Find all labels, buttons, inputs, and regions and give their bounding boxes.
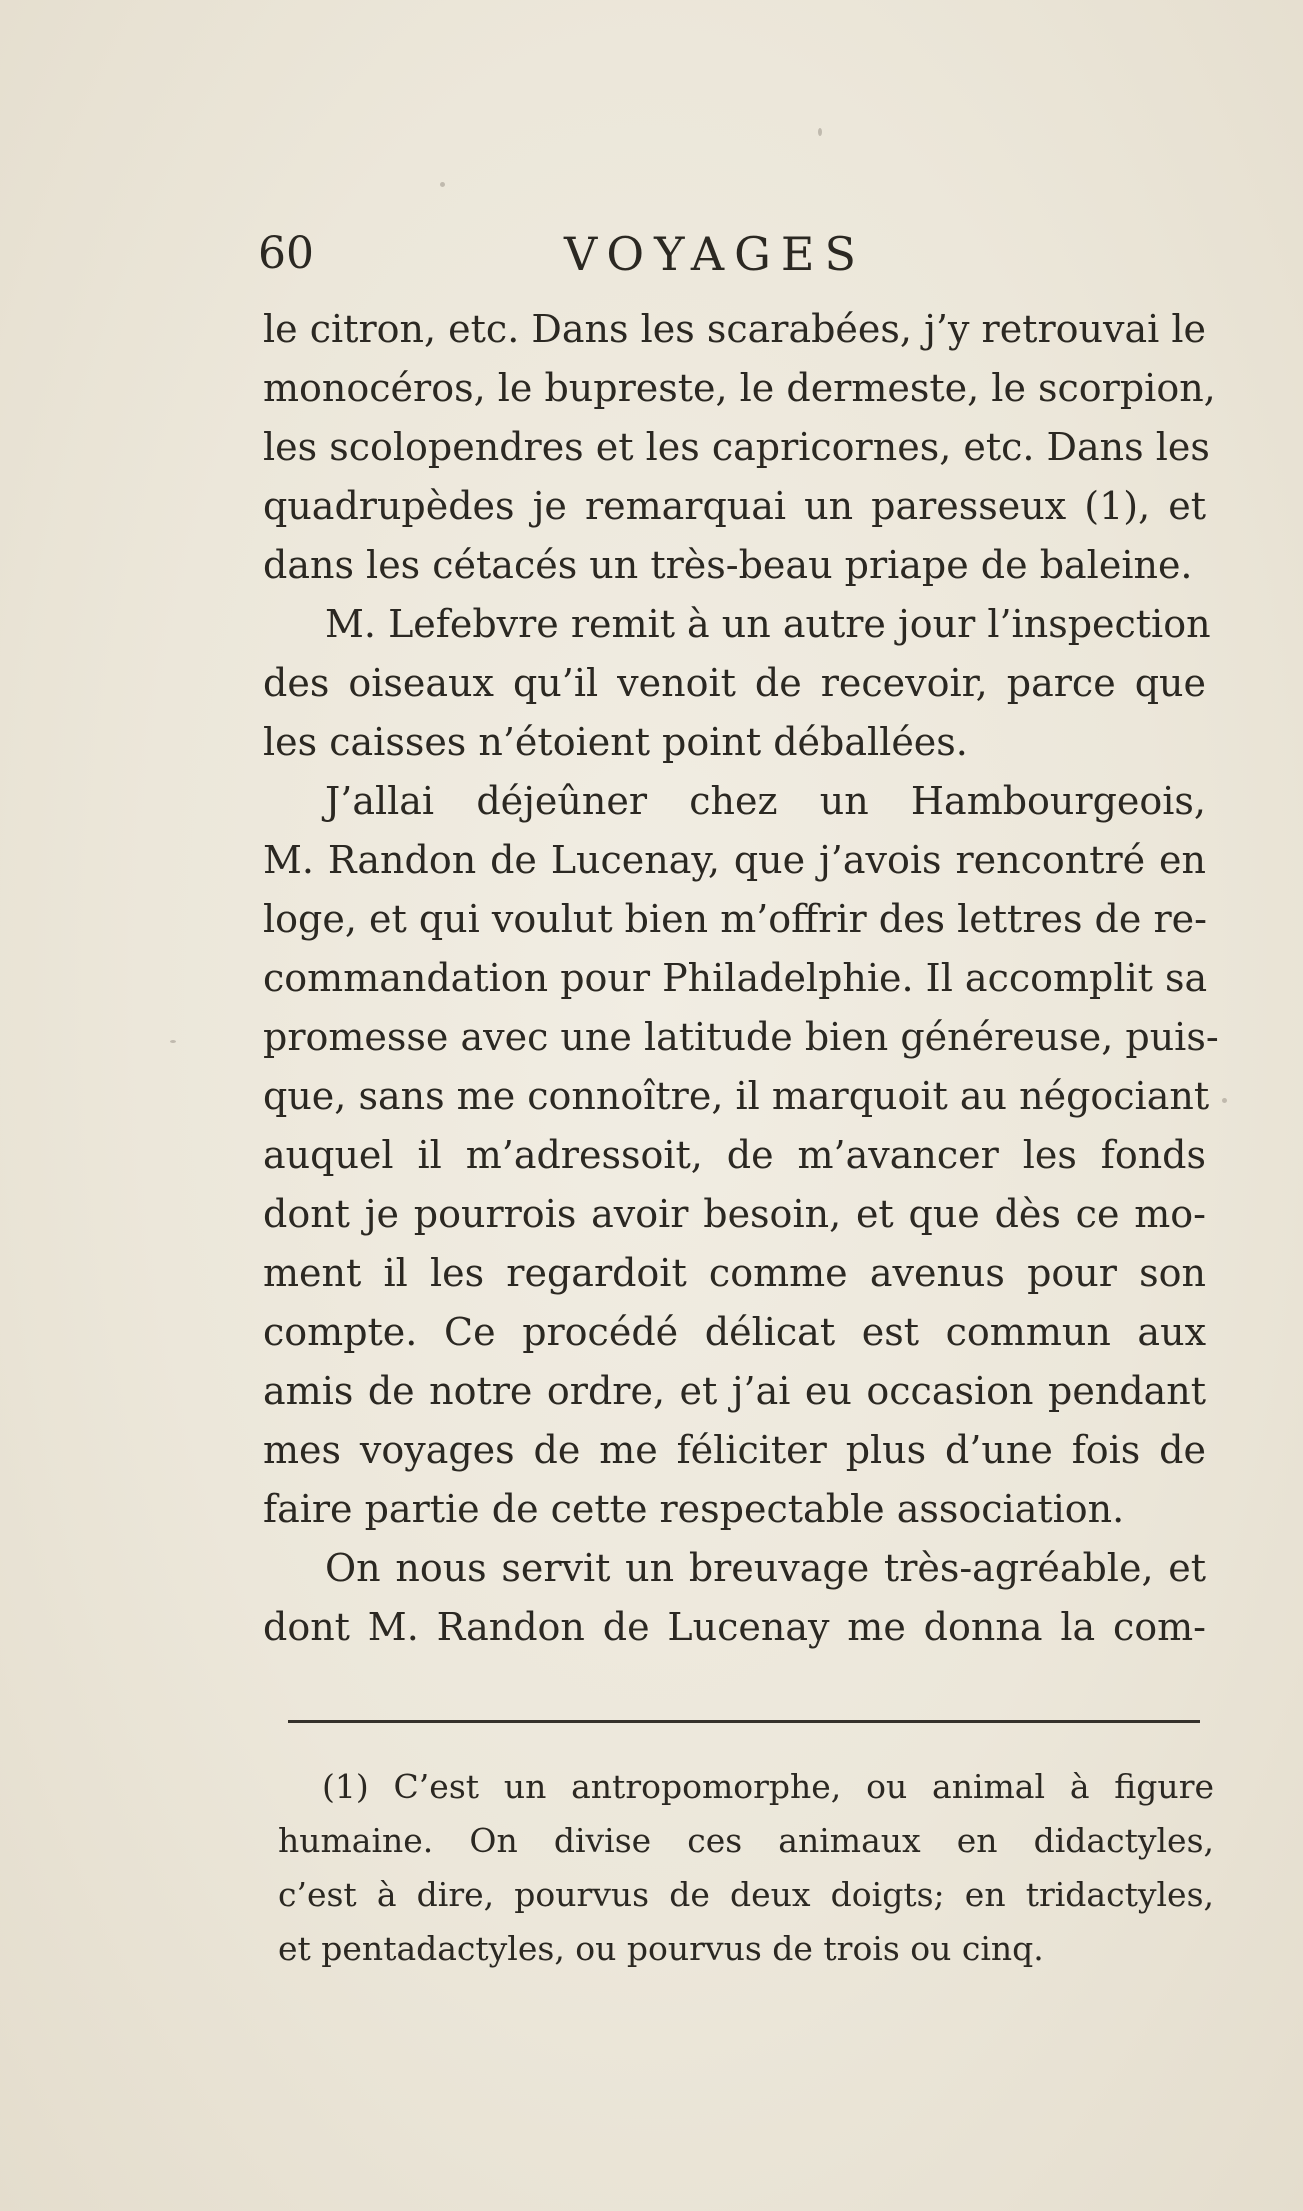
footnote-line: et pentadactyles, ou pourvus de trois ou cinq. xyxy=(278,1929,1044,1968)
text-line: des oiseaux qu’il venoit de recevoir, parce que xyxy=(263,661,1206,705)
page-number: 60 xyxy=(258,228,314,279)
text-line: M. Randon de Lucenay, que j’avois rencontré en xyxy=(263,838,1206,882)
text-line: les scolopendres et les capricornes, etc. Dans les xyxy=(263,425,1210,469)
text-line: M. Lefebvre remit à un autre jour l’inspection xyxy=(325,602,1211,646)
text-line: dont M. Randon de Lucenay me donna la com- xyxy=(263,1605,1206,1649)
paper-speck xyxy=(170,1040,176,1043)
paper-speck xyxy=(440,182,445,187)
text-line: auquel il m’adressoit, de m’avancer les fonds xyxy=(263,1133,1206,1177)
text-line: mes voyages de me féliciter plus d’une fois de xyxy=(263,1428,1206,1472)
text-line: les caisses n’étoient point déballées. xyxy=(263,720,968,764)
paper-speck xyxy=(1222,1098,1227,1103)
footnote-line: (1) C’est un antropomorphe, ou animal à figure xyxy=(322,1767,1214,1806)
footnote-line: c’est à dire, pourvus de deux doigts; en tridactyles, xyxy=(278,1875,1214,1914)
text-line: monocéros, le bupreste, le dermeste, le scorpion, xyxy=(263,366,1216,410)
page-header xyxy=(258,222,1208,286)
text-line: J’allai déjeûner chez un Hambourgeois, xyxy=(325,779,1206,823)
text-line: le citron, etc. Dans les scarabées, j’y retrouvai le xyxy=(263,307,1206,351)
footnote-rule xyxy=(288,1720,1200,1723)
footnote-line: humaine. On divise ces animaux en didactyles, xyxy=(278,1821,1214,1860)
text-line: loge, et qui voulut bien m’offrir des lettres de re- xyxy=(263,897,1207,941)
text-line: faire partie de cette respectable association. xyxy=(263,1487,1125,1531)
text-line: que, sans me connoître, il marquoit au négociant xyxy=(263,1074,1210,1118)
paper-speck xyxy=(818,128,822,136)
text-line: quadrupèdes je remarquai un paresseux (1), et xyxy=(263,484,1206,528)
text-line: commandation pour Philadelphie. Il accomplit sa xyxy=(263,956,1208,1000)
text-line: dans les cétacés un très-beau priape de baleine. xyxy=(263,543,1193,587)
text-line: On nous servit un breuvage très-agréable, et xyxy=(325,1546,1206,1590)
running-title: VOYAGES xyxy=(564,227,866,281)
text-line: promesse avec une latitude bien généreuse, puis- xyxy=(263,1015,1219,1059)
text-line: dont je pourrois avoir besoin, et que dès ce mo- xyxy=(263,1192,1206,1236)
text-line: amis de notre ordre, et j’ai eu occasion pendant xyxy=(263,1369,1206,1413)
footnote xyxy=(278,1760,1214,1976)
body-text xyxy=(263,300,1219,1657)
text-line: ment il les regardoit comme avenus pour son xyxy=(263,1251,1206,1295)
text-line: compte. Ce procédé délicat est commun aux xyxy=(263,1310,1206,1354)
